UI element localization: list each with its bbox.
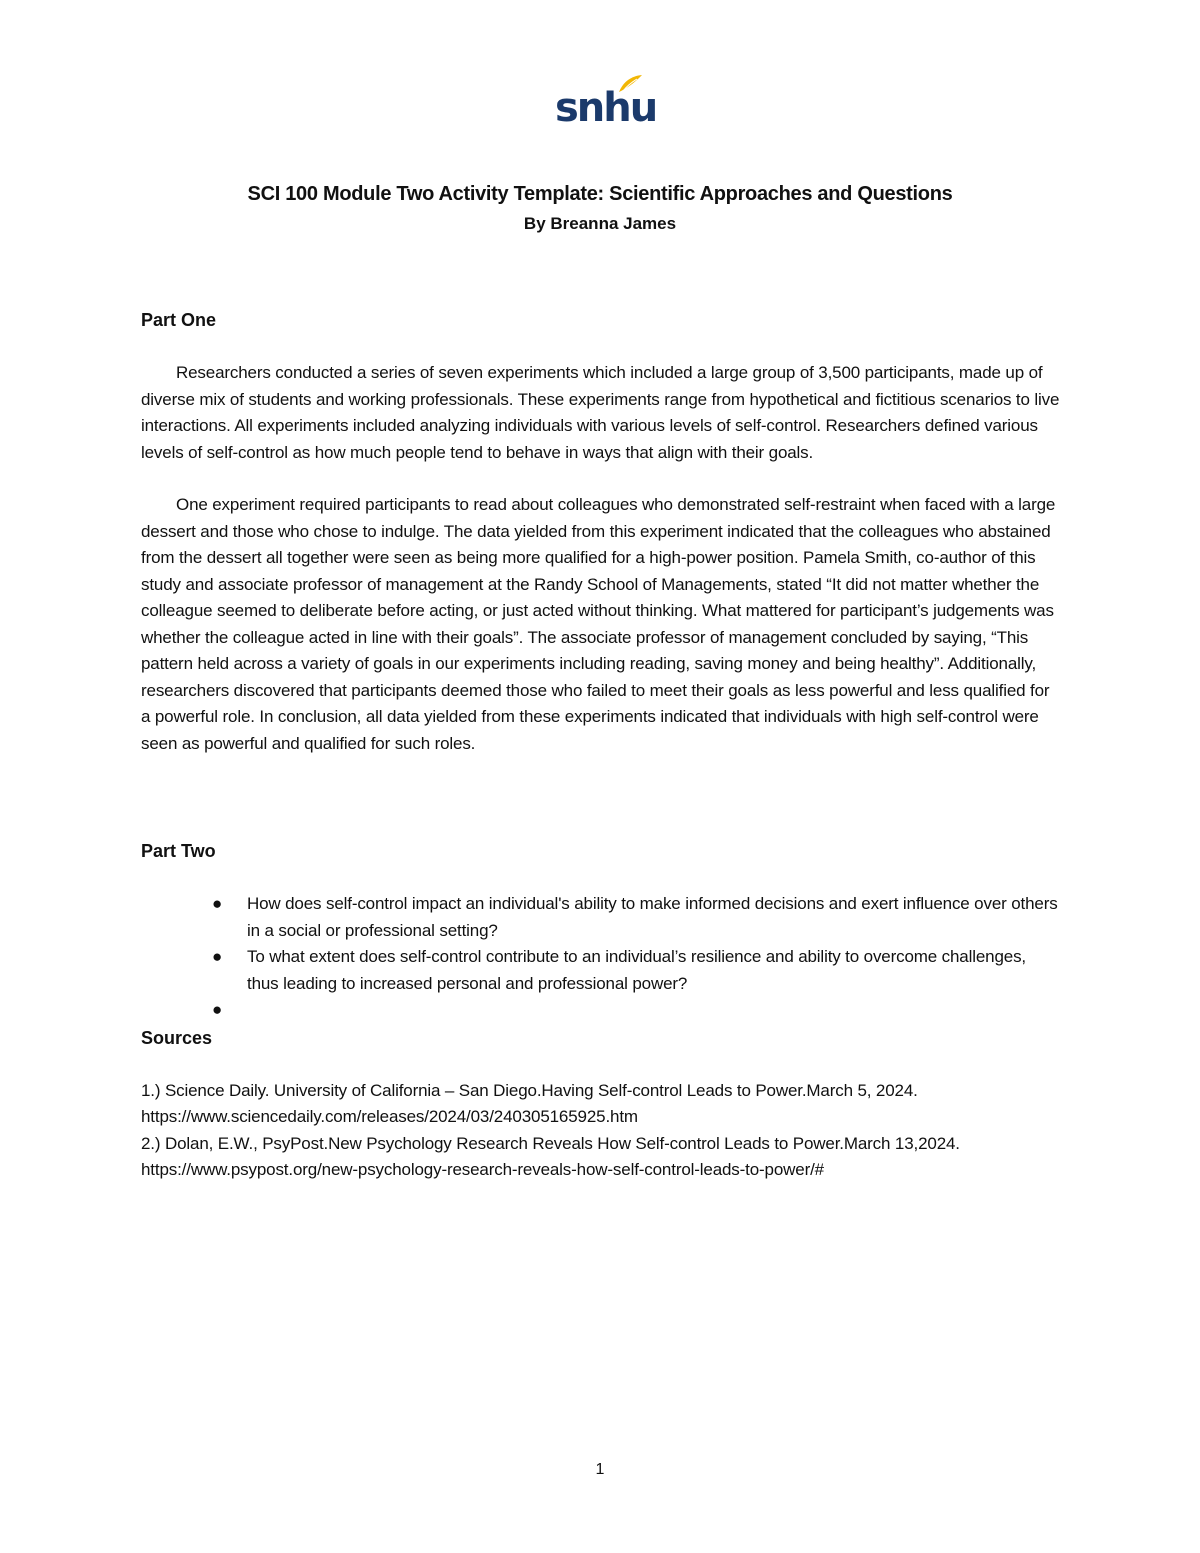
- part-one-heading: Part One: [141, 310, 217, 330]
- source-link-2[interactable]: https://www.psypost.org/new-psychology-research-reveals-how-self-control-leads-to-power/#: [141, 1160, 824, 1179]
- source-citation-1: 1.) Science Daily. University of California – San Diego.Having Self-control Leads to Power.March 5, 2024.: [141, 1080, 918, 1100]
- sources-heading: Sources: [141, 1027, 213, 1048]
- logo-wordmark: snhu: [555, 85, 657, 131]
- list-item: [141, 891, 1061, 944]
- question-text: To what extent does self-control contribute to an individual’s resilience and ability to overcome challenges, thus leading to increased personal and professional power?: [247, 947, 1027, 993]
- author-byline: By Breanna James: [523, 214, 677, 233]
- document-body: [141, 306, 1061, 1184]
- question-text: How does self-control impact an individual's ability to make informed decisions and exert influence over others in a social or professional setting?: [247, 894, 1058, 940]
- source-link-1[interactable]: https://www.sciencedaily.com/releases/2024/03/240305165925.htm: [141, 1107, 638, 1126]
- part-two-heading: Part Two: [141, 841, 216, 861]
- part-one-paragraph-2: One experiment required participants to read about colleagues who demonstrated self-restraint when faced with a large dessert and those who chose to indulge. The data yielded from this experiment indicated that the colleagues who abstained from the dessert all together were seen as being more qualified for a high-power position. Pamela Smith, co-author of this study and associate professor of management at the Randy School of Managements, stated “It did not matter whether the colleague seemed to deliberate before acting, or just acted without thinking. What mattered for participant’s judgements was whether the colleague acted in line with their goals”. The associate professor of management concluded by saying, “This pattern held across a variety of goals in our experiments including reading, saving money and being healthy”. Additionally, researchers discovered that participants deemed those who failed to meet their goals as less powerful and less qualified for a powerful role. In conclusion, all data yielded from these experiments indicated that individuals with high self-control were seen as powerful and qualified for such roles.: [141, 495, 1056, 753]
- bullet-icon: ●: [212, 1000, 223, 1019]
- research-questions-list: [141, 891, 1061, 1024]
- bullet-icon: ●: [212, 894, 223, 913]
- list-item: [141, 944, 1061, 997]
- list-item-empty: [141, 997, 1061, 1024]
- part-one-paragraph-1: Researchers conducted a series of seven experiments which included a large group of 3,500 participants, made up of diverse mix of students and working professionals. These experiments range from hypothetical and fictitious scenarios to live interactions. All experiments included analyzing individuals with various levels of self-control. Researchers defined various levels of self-control as how much people tend to behave in ways that align with their goals.: [141, 363, 1060, 462]
- source-citation-2: 2.) Dolan, E.W., PsyPost.New Psychology Research Reveals How Self-control Leads to Power.March 13,2024.: [141, 1133, 960, 1153]
- page-number: 1: [595, 1461, 605, 1478]
- bullet-icon: ●: [212, 947, 223, 966]
- snhu-logo: [555, 74, 657, 134]
- document-title: SCI 100 Module Two Activity Template: Scientific Approaches and Questions: [247, 183, 953, 205]
